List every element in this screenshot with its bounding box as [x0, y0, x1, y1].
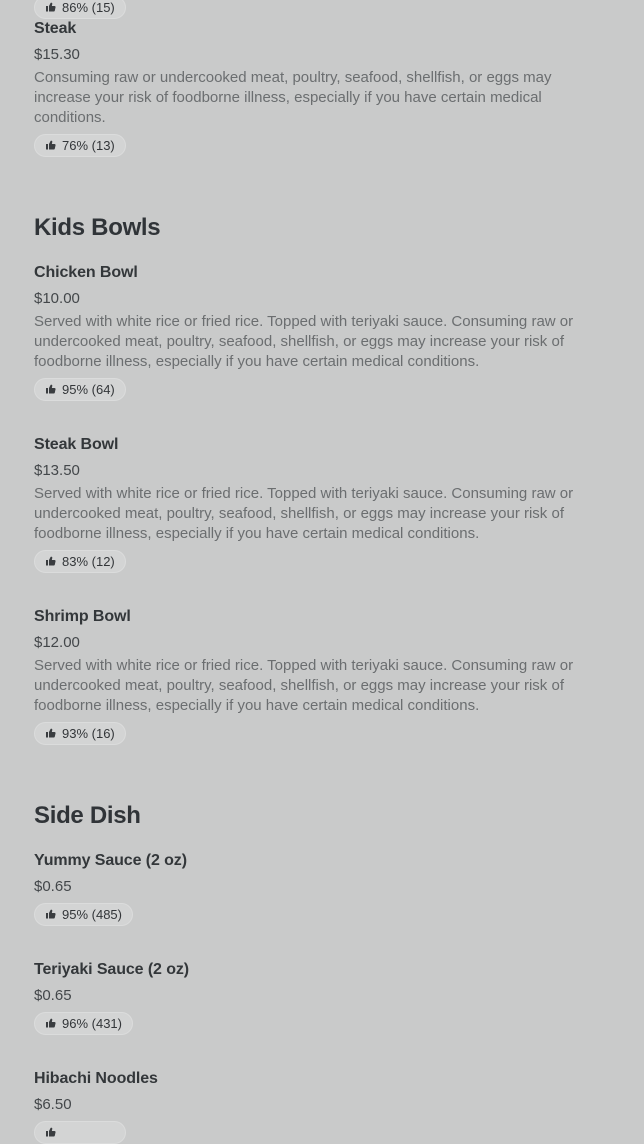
item-description: Served with white rice or fried rice. Topped with teriyaki sauce. Consuming raw or undercooked meat, poultry, seafood, shellfish, or eggs may increase your risk of foodborne illness, especially if you have certain medical conditions. — [34, 312, 574, 370]
rating-badge — [34, 0, 126, 19]
menu-section-side-dish — [34, 801, 610, 1144]
thumbs-up-icon — [45, 1017, 57, 1029]
item-price: $10.00 — [34, 289, 80, 307]
thumbs-up-icon — [45, 383, 57, 395]
rating-badge — [34, 1012, 133, 1035]
section-heading: Side Dish — [34, 801, 141, 829]
rating-badge — [34, 903, 133, 926]
rating-value: 76% (13) — [62, 137, 115, 153]
rating-badge — [34, 550, 126, 573]
item-name: Shrimp Bowl — [34, 607, 131, 625]
rating-value: 93% (16) — [62, 725, 115, 741]
menu-section — [34, 19, 610, 157]
rating-value: 86% (15) — [62, 0, 115, 15]
menu-item-steak-bowl[interactable] — [34, 435, 610, 573]
rating-value: 95% (485) — [62, 906, 122, 922]
item-price: $15.30 — [34, 45, 80, 63]
clipped-menu-item-above — [34, 0, 610, 19]
item-name: Hibachi Noodles — [34, 1069, 158, 1087]
menu-item-shrimp-bowl[interactable] — [34, 607, 610, 745]
thumbs-up-icon — [45, 555, 57, 567]
item-name: Steak — [34, 19, 77, 37]
rating-value: 95% (64) — [62, 381, 115, 397]
thumbs-up-icon — [45, 908, 57, 920]
rating-badge — [34, 1121, 126, 1144]
menu-section-kids-bowls — [34, 213, 610, 745]
menu-item-steak[interactable] — [34, 19, 610, 157]
item-description: Served with white rice or fried rice. Topped with teriyaki sauce. Consuming raw or undercooked meat, poultry, seafood, shellfish, or eggs may increase your risk of foodborne illness, especially if you have certain medical conditions. — [34, 484, 574, 542]
item-name: Yummy Sauce (2 oz) — [34, 851, 187, 869]
item-description: Consuming raw or undercooked meat, poultry, seafood, shellfish, or eggs may increase your risk of foodborne illness, especially if you have certain medical conditions. — [34, 68, 552, 126]
item-price: $12.00 — [34, 633, 80, 651]
menu-item-teriyaki-sauce[interactable] — [34, 960, 610, 1035]
menu-item-yummy-sauce[interactable] — [34, 851, 610, 926]
rating-value: 83% (12) — [62, 553, 115, 569]
rating-badge — [34, 722, 126, 745]
item-price: $0.65 — [34, 877, 72, 895]
rating-value: 96% (431) — [62, 1015, 122, 1031]
thumbs-up-icon — [45, 139, 57, 151]
rating-badge — [34, 134, 126, 157]
rating-badge — [34, 378, 126, 401]
menu-item-hibachi-noodles[interactable] — [34, 1069, 610, 1144]
menu-item-chicken-bowl[interactable] — [34, 263, 610, 401]
item-price: $13.50 — [34, 461, 80, 479]
item-name: Chicken Bowl — [34, 263, 138, 281]
thumbs-up-icon — [45, 1126, 57, 1138]
item-price: $0.65 — [34, 986, 72, 1004]
item-price: $6.50 — [34, 1095, 72, 1113]
item-name: Steak Bowl — [34, 435, 119, 453]
item-description: Served with white rice or fried rice. Topped with teriyaki sauce. Consuming raw or undercooked meat, poultry, seafood, shellfish, or eggs may increase your risk of foodborne illness, especially if you have certain medical conditions. — [34, 656, 574, 714]
thumbs-up-icon — [45, 1, 57, 13]
section-heading: Kids Bowls — [34, 213, 161, 241]
thumbs-up-icon — [45, 727, 57, 739]
item-name: Teriyaki Sauce (2 oz) — [34, 960, 190, 978]
